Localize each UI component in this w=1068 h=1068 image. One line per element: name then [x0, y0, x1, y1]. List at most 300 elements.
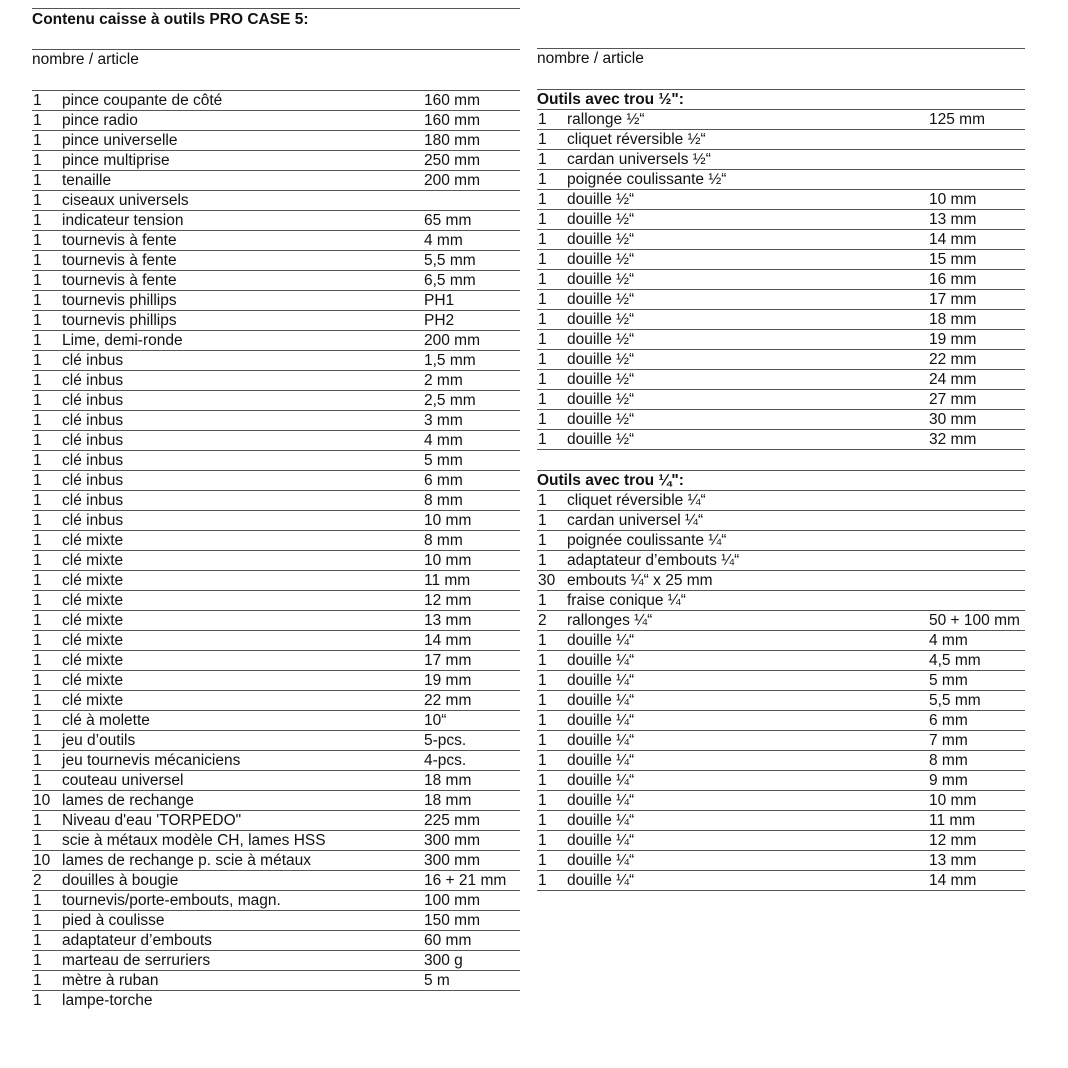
left-column: [32, 8, 520, 1010]
item-article: pince universelle: [62, 132, 178, 149]
item-qty: 1: [33, 812, 42, 829]
item-size: 8 mm: [929, 752, 968, 769]
item-qty: 1: [33, 612, 42, 629]
item-size: 10 mm: [929, 792, 977, 809]
item-size: 5-pcs.: [424, 732, 467, 749]
list-item: [537, 309, 1025, 329]
list-item: [537, 750, 1025, 770]
item-qty: 1: [33, 332, 42, 349]
list-item: [32, 370, 520, 390]
list-item: [32, 990, 520, 1010]
item-qty: 1: [538, 171, 547, 188]
item-article: Niveau d'eau 'TORPEDO": [62, 812, 242, 829]
list-item: [537, 349, 1025, 369]
item-qty: 1: [33, 732, 42, 749]
list-item: [537, 189, 1025, 209]
right-column: [537, 48, 1025, 891]
item-qty: 1: [538, 431, 547, 448]
item-article: douille ¼“: [567, 872, 635, 889]
item-article: clé mixte: [62, 532, 124, 549]
list-item: [537, 129, 1025, 149]
item-size: 3 mm: [424, 412, 463, 429]
item-article: clé inbus: [62, 412, 124, 429]
item-size: 5 mm: [424, 452, 463, 469]
item-qty: 1: [538, 772, 547, 789]
item-article: tenaille: [62, 172, 112, 189]
item-size: 300 mm: [424, 852, 480, 869]
item-article: tournevis/porte-embouts, magn.: [62, 892, 281, 909]
item-article: clé mixte: [62, 632, 124, 649]
item-size: 200 mm: [424, 332, 480, 349]
list-item: [537, 329, 1025, 349]
item-article: douille ¼“: [567, 852, 635, 869]
list-item: [537, 249, 1025, 269]
list-item: [537, 269, 1025, 289]
item-qty: 1: [33, 172, 42, 189]
item-article: douilles à bougie: [62, 872, 179, 889]
item-qty: 1: [33, 432, 42, 449]
list-item: [32, 390, 520, 410]
item-size: 27 mm: [929, 391, 977, 408]
list-item: [32, 270, 520, 290]
item-qty: 1: [538, 592, 547, 609]
list-item: [32, 410, 520, 430]
item-size: 19 mm: [929, 331, 977, 348]
item-size: 18 mm: [424, 772, 472, 789]
item-article: pince radio: [62, 112, 138, 129]
item-qty: 1: [33, 132, 42, 149]
list-item: [537, 169, 1025, 189]
item-qty: 2: [538, 612, 547, 629]
item-article: indicateur tension: [62, 212, 184, 229]
item-article: tournevis phillips: [62, 312, 177, 329]
item-size: 8 mm: [424, 492, 463, 509]
item-article: tournevis à fente: [62, 252, 177, 269]
list-item: [537, 530, 1025, 550]
item-article: clé mixte: [62, 592, 124, 609]
item-article: douille ¼“: [567, 652, 635, 669]
list-item: [32, 290, 520, 310]
list-item: [32, 770, 520, 790]
list-item: [537, 850, 1025, 870]
item-article: pince multiprise: [62, 152, 170, 169]
list-item: [537, 730, 1025, 750]
item-article: clé inbus: [62, 432, 124, 449]
item-qty: 1: [538, 632, 547, 649]
item-qty: 1: [538, 311, 547, 328]
item-qty: 1: [538, 411, 547, 428]
item-qty: 1: [538, 271, 547, 288]
item-qty: 1: [538, 752, 547, 769]
item-size: 9 mm: [929, 772, 968, 789]
item-article: marteau de serruriers: [62, 952, 211, 969]
item-qty: 1: [33, 312, 42, 329]
item-size: 14 mm: [424, 632, 472, 649]
item-article: douille ¼“: [567, 812, 635, 829]
item-article: rallonges ¼“: [567, 612, 653, 629]
list-item: [537, 650, 1025, 670]
list-item: [32, 710, 520, 730]
item-size: 180 mm: [424, 132, 480, 149]
item-size: 11 mm: [424, 572, 471, 589]
item-qty: 1: [538, 371, 547, 388]
item-article: pince coupante de côté: [62, 92, 223, 109]
item-qty: 1: [538, 492, 547, 509]
list-item: [32, 610, 520, 630]
list-item: [32, 90, 520, 110]
item-size: 12 mm: [929, 832, 977, 849]
item-qty: 1: [33, 292, 42, 309]
item-article: douille ½“: [567, 211, 635, 228]
item-qty: 1: [33, 932, 42, 949]
item-qty: 1: [538, 131, 547, 148]
item-qty: 1: [33, 592, 42, 609]
item-size: 250 mm: [424, 152, 480, 169]
list-item: [32, 590, 520, 610]
list-item: [537, 790, 1025, 810]
list-item: [537, 510, 1025, 530]
column-header-right: nombre / article: [537, 50, 644, 67]
item-article: clé mixte: [62, 572, 124, 589]
item-size: 24 mm: [929, 371, 977, 388]
item-qty: 1: [33, 92, 42, 109]
list-item: [32, 830, 520, 850]
list-item: [32, 470, 520, 490]
item-article: clé inbus: [62, 392, 124, 409]
item-article: tournevis à fente: [62, 232, 177, 249]
list-item: [537, 630, 1025, 650]
item-qty: 1: [538, 832, 547, 849]
list-item: [537, 109, 1025, 129]
item-size: 17 mm: [929, 291, 977, 308]
list-item: [32, 330, 520, 350]
item-qty: 1: [33, 352, 42, 369]
item-article: douille ½“: [567, 391, 635, 408]
item-qty: 1: [33, 632, 42, 649]
item-qty: 1: [33, 772, 42, 789]
item-qty: 1: [538, 652, 547, 669]
item-qty: 1: [33, 752, 42, 769]
item-article: douille ¼“: [567, 832, 635, 849]
item-article: douille ¼“: [567, 712, 635, 729]
list-item: [32, 750, 520, 770]
item-size: 18 mm: [424, 792, 472, 809]
item-article: adaptateur d’embouts: [62, 932, 212, 949]
item-qty: 1: [33, 992, 42, 1009]
item-qty: 1: [33, 832, 42, 849]
item-qty: 1: [538, 211, 547, 228]
item-qty: 1: [33, 452, 42, 469]
item-article: douille ¼“: [567, 772, 635, 789]
list-item: [537, 490, 1025, 510]
item-article: pied à coulisse: [62, 912, 165, 929]
list-item: [32, 150, 520, 170]
item-size: 150 mm: [424, 912, 480, 929]
list-item: [537, 389, 1025, 409]
half-inch-item-list: [537, 109, 1025, 450]
item-size: 5 mm: [929, 672, 968, 689]
item-qty: 1: [33, 652, 42, 669]
item-article: jeu tournevis mécaniciens: [62, 752, 241, 769]
item-size: 11 mm: [929, 812, 976, 829]
list-item: [32, 510, 520, 530]
item-article: poignée coulissante ½“: [567, 171, 727, 188]
item-qty: 1: [538, 512, 547, 529]
item-article: clé inbus: [62, 512, 124, 529]
list-item: [32, 950, 520, 970]
item-article: douille ½“: [567, 351, 635, 368]
list-item: [32, 310, 520, 330]
item-size: 14 mm: [929, 872, 977, 889]
item-qty: 1: [538, 391, 547, 408]
list-item: [537, 149, 1025, 169]
item-size: 16 + 21 mm: [424, 872, 507, 889]
item-article: clé inbus: [62, 352, 124, 369]
item-qty: 1: [33, 512, 42, 529]
list-item: [537, 550, 1025, 570]
item-article: clé inbus: [62, 452, 124, 469]
list-item: [537, 429, 1025, 450]
item-article: embouts ¼“ x 25 mm: [567, 572, 713, 589]
item-article: douille ½“: [567, 291, 635, 308]
item-size: 4-pcs.: [424, 752, 467, 769]
item-article: lampe-torche: [62, 992, 153, 1009]
item-qty: 1: [33, 912, 42, 929]
list-item: [537, 209, 1025, 229]
list-item: [537, 289, 1025, 309]
item-article: clé mixte: [62, 612, 124, 629]
item-article: douille ½“: [567, 331, 635, 348]
section-title-quarter-inch: Outils avec trou ¼":: [537, 470, 1025, 490]
item-qty: 2: [33, 872, 42, 889]
list-item: [32, 110, 520, 130]
item-article: scie à métaux modèle CH, lames HSS: [62, 832, 326, 849]
item-article: cliquet réversible ¼“: [567, 492, 706, 509]
list-item: [32, 890, 520, 910]
list-item: [32, 230, 520, 250]
item-qty: 1: [538, 692, 547, 709]
item-article: clé mixte: [62, 672, 124, 689]
item-size: 32 mm: [929, 431, 977, 448]
item-article: douille ¼“: [567, 672, 635, 689]
item-article: clé inbus: [62, 372, 124, 389]
item-qty: 1: [538, 231, 547, 248]
list-item: [32, 130, 520, 150]
list-item: [537, 610, 1025, 630]
list-item: [32, 670, 520, 690]
item-size: 4 mm: [929, 632, 968, 649]
item-size: 16 mm: [929, 271, 977, 288]
item-qty: 1: [538, 732, 547, 749]
item-size: PH2: [424, 312, 455, 329]
item-qty: 1: [33, 372, 42, 389]
quarter-inch-item-list: [537, 490, 1025, 891]
list-item: [32, 810, 520, 830]
item-size: 22 mm: [424, 692, 472, 709]
item-size: 200 mm: [424, 172, 480, 189]
item-qty: 1: [33, 232, 42, 249]
item-size: 6 mm: [424, 472, 463, 489]
item-size: 160 mm: [424, 92, 480, 109]
list-item: [32, 430, 520, 450]
item-qty: 1: [538, 792, 547, 809]
list-item: [537, 229, 1025, 249]
item-article: mètre à ruban: [62, 972, 159, 989]
item-qty: 1: [33, 552, 42, 569]
item-article: douille ½“: [567, 431, 635, 448]
item-article: lames de rechange p. scie à métaux: [62, 852, 311, 869]
item-article: douille ¼“: [567, 732, 635, 749]
item-size: 8 mm: [424, 532, 463, 549]
list-item: [32, 910, 520, 930]
item-size: 5 m: [424, 972, 450, 989]
item-size: 6 mm: [929, 712, 968, 729]
item-qty: 1: [538, 672, 547, 689]
item-article: douille ½“: [567, 251, 635, 268]
item-qty: 1: [33, 252, 42, 269]
list-item: [32, 630, 520, 650]
list-item: [32, 190, 520, 210]
item-size: 2 mm: [424, 372, 463, 389]
item-article: clé mixte: [62, 692, 124, 709]
list-item: [537, 830, 1025, 850]
item-article: ciseaux universels: [62, 192, 189, 209]
list-item: [537, 870, 1025, 891]
item-qty: 1: [538, 151, 547, 168]
item-qty: 1: [538, 331, 547, 348]
item-qty: 1: [33, 712, 42, 729]
item-size: 2,5 mm: [424, 392, 476, 409]
item-size: 5,5 mm: [929, 692, 981, 709]
item-size: 60 mm: [424, 932, 472, 949]
list-item: [32, 250, 520, 270]
left-item-list: [32, 90, 520, 1010]
item-article: clé mixte: [62, 652, 124, 669]
list-item: [537, 670, 1025, 690]
item-size: 12 mm: [424, 592, 472, 609]
item-qty: 1: [538, 191, 547, 208]
list-item: [537, 690, 1025, 710]
item-size: 18 mm: [929, 311, 977, 328]
item-qty: 1: [538, 251, 547, 268]
list-item: [32, 210, 520, 230]
item-qty: 1: [33, 392, 42, 409]
item-article: douille ½“: [567, 231, 635, 248]
list-item: [32, 730, 520, 750]
list-item: [32, 530, 520, 550]
list-item: [537, 590, 1025, 610]
item-size: 1,5 mm: [424, 352, 476, 369]
item-size: 7 mm: [929, 732, 968, 749]
item-article: Lime, demi-ronde: [62, 332, 183, 349]
list-item: [537, 810, 1025, 830]
item-size: 14 mm: [929, 231, 977, 248]
page-title: Contenu caisse à outils PRO CASE 5:: [32, 11, 309, 28]
item-article: douille ¼“: [567, 692, 635, 709]
item-size: 160 mm: [424, 112, 480, 129]
item-qty: 10: [33, 852, 51, 869]
item-size: 6,5 mm: [424, 272, 476, 289]
section-title-half-inch: Outils avec trou ½":: [537, 89, 1025, 109]
item-size: 13 mm: [929, 211, 977, 228]
item-article: douille ½“: [567, 271, 635, 288]
item-article: rallonge ½“: [567, 111, 645, 128]
item-size: 100 mm: [424, 892, 480, 909]
item-qty: 1: [538, 111, 547, 128]
item-qty: 1: [33, 532, 42, 549]
list-item: [32, 790, 520, 810]
list-item: [32, 170, 520, 190]
item-qty: 30: [538, 572, 556, 589]
list-item: [537, 570, 1025, 590]
item-qty: 1: [33, 672, 42, 689]
item-size: 19 mm: [424, 672, 472, 689]
item-qty: 1: [33, 192, 42, 209]
list-item: [32, 550, 520, 570]
item-qty: 1: [33, 152, 42, 169]
item-size: 4 mm: [424, 232, 463, 249]
item-article: adaptateur d’embouts ¼“: [567, 552, 740, 569]
item-size: 13 mm: [424, 612, 472, 629]
list-item: [32, 850, 520, 870]
item-qty: 1: [538, 872, 547, 889]
list-item: [537, 369, 1025, 389]
item-qty: 1: [33, 272, 42, 289]
item-qty: 1: [33, 472, 42, 489]
list-item: [32, 870, 520, 890]
list-item: [32, 350, 520, 370]
list-item: [32, 450, 520, 470]
item-article: clé inbus: [62, 472, 124, 489]
item-article: douille ½“: [567, 191, 635, 208]
list-item: [32, 930, 520, 950]
item-size: 50 + 100 mm: [929, 612, 1020, 629]
list-item: [32, 690, 520, 710]
item-article: clé à molette: [62, 712, 150, 729]
item-article: couteau universel: [62, 772, 184, 789]
item-article: douille ½“: [567, 411, 635, 428]
item-size: 10 mm: [929, 191, 977, 208]
list-item: [537, 409, 1025, 429]
item-size: 10 mm: [424, 512, 472, 529]
item-article: douille ¼“: [567, 752, 635, 769]
item-size: 4,5 mm: [929, 652, 981, 669]
item-size: 15 mm: [929, 251, 977, 268]
item-article: fraise conique ¼“: [567, 592, 686, 609]
item-article: douille ¼“: [567, 632, 635, 649]
item-size: 300 g: [424, 952, 463, 969]
item-qty: 1: [33, 212, 42, 229]
item-qty: 1: [33, 972, 42, 989]
column-header-left: nombre / article: [32, 51, 139, 68]
item-qty: 1: [538, 532, 547, 549]
item-size: 13 mm: [929, 852, 977, 869]
item-article: cardan universel ¼“: [567, 512, 704, 529]
item-size: 30 mm: [929, 411, 977, 428]
item-qty: 1: [33, 112, 42, 129]
list-item: [537, 770, 1025, 790]
item-qty: 1: [538, 351, 547, 368]
item-article: douille ¼“: [567, 792, 635, 809]
item-qty: 1: [33, 952, 42, 969]
item-article: poignée coulissante ¼“: [567, 532, 727, 549]
item-size: 225 mm: [424, 812, 480, 829]
list-item: [32, 490, 520, 510]
item-qty: 1: [33, 692, 42, 709]
item-qty: 1: [33, 572, 42, 589]
item-size: 17 mm: [424, 652, 472, 669]
list-item: [32, 570, 520, 590]
